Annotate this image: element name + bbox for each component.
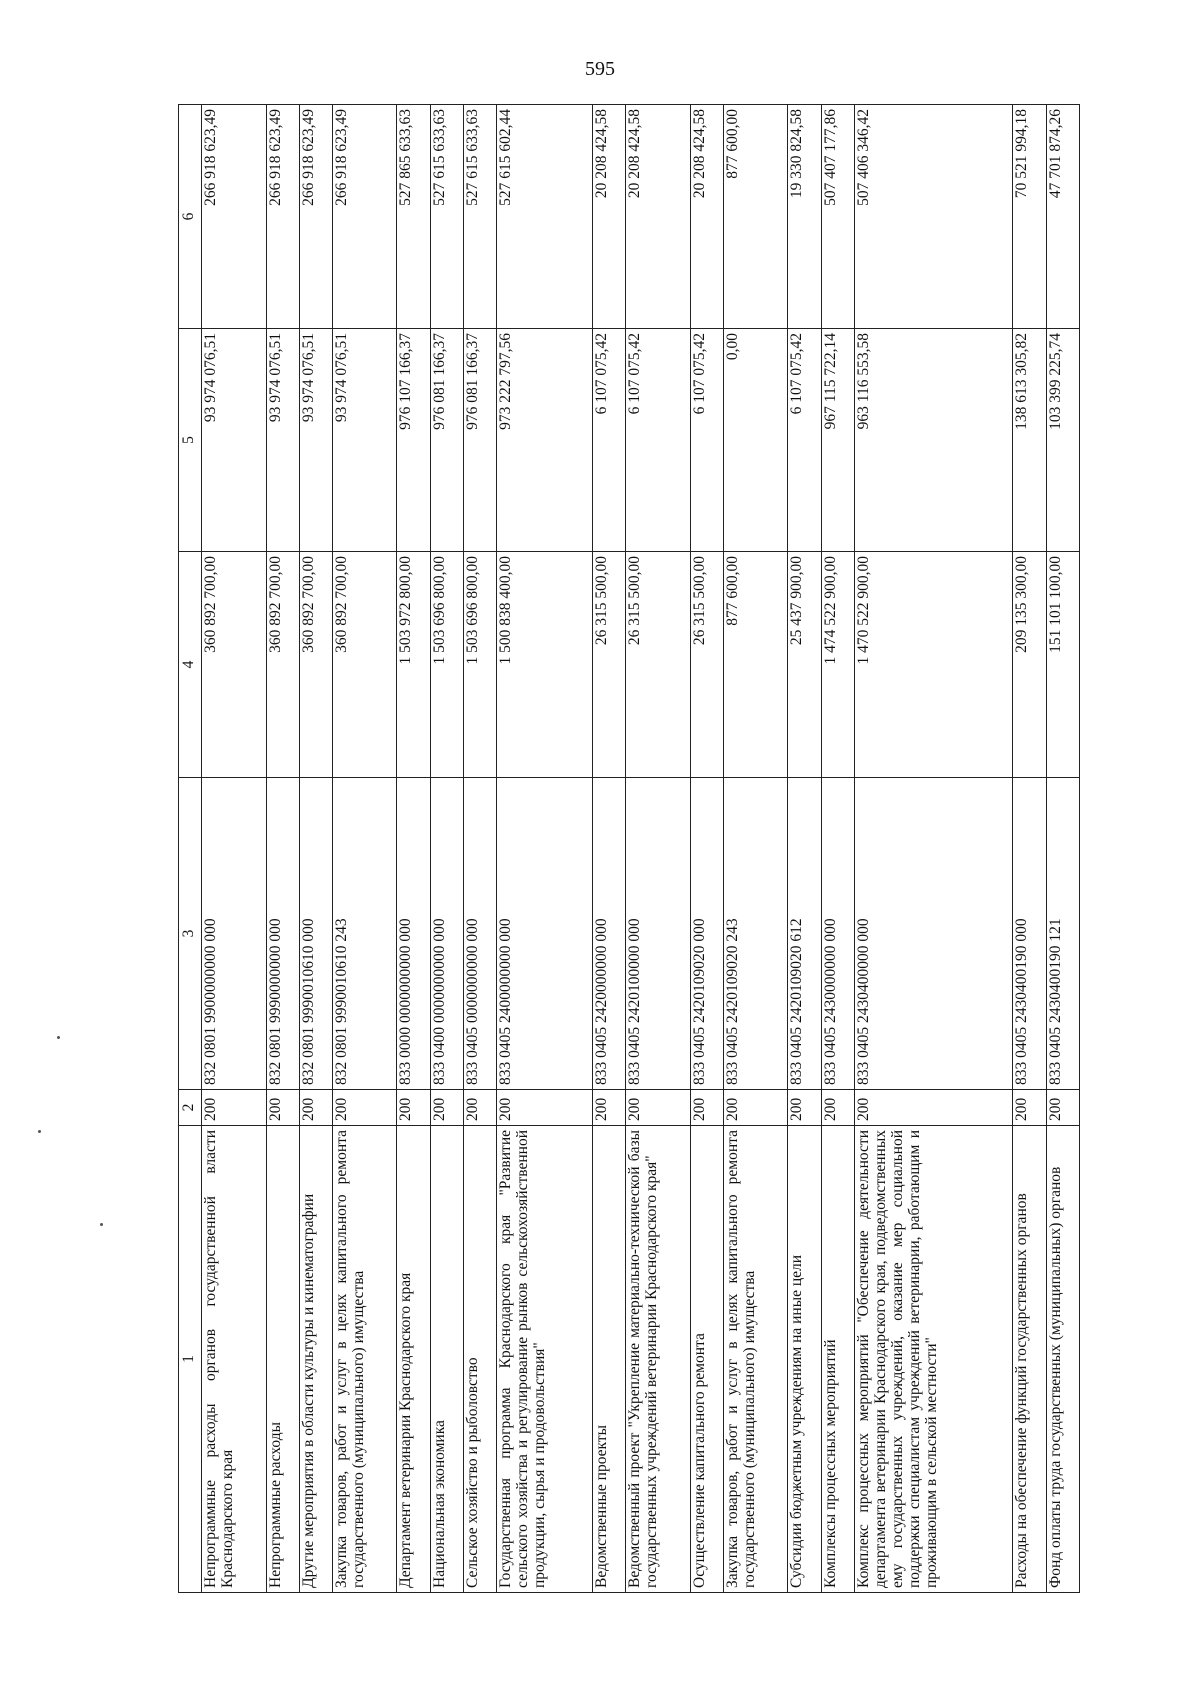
row-section: 200 — [299, 1090, 332, 1126]
row-section: 200 — [690, 1090, 723, 1126]
table-row — [626, 105, 691, 1593]
row-name: Сельское хозяйство и рыболовство — [463, 1126, 496, 1593]
row-name: Непрограммные расходы — [266, 1126, 299, 1593]
row-col5: 976 081 166,37 — [463, 329, 496, 552]
row-name: Ведомственные проекты — [592, 1126, 625, 1593]
row-col6: 527 615 633,63 — [430, 105, 463, 329]
row-col4: 360 892 700,00 — [332, 552, 397, 778]
row-section: 200 — [626, 1090, 691, 1126]
table-row — [497, 105, 593, 1593]
row-col6: 507 407 177,86 — [821, 105, 854, 329]
row-col4: 877 600,00 — [723, 552, 788, 778]
table-row — [430, 105, 463, 1593]
table-row — [332, 105, 397, 1593]
row-name: Закупка товаров, работ и услуг в целях капитального ремонта государственного (муниципального) имущества — [723, 1126, 788, 1593]
row-col5: 6 107 075,42 — [788, 329, 821, 552]
table-row — [1013, 105, 1046, 1593]
row-col4: 151 101 100,00 — [1046, 552, 1079, 778]
row-name: Государственная программа Краснодарского края "Развитие сельского хозяйства и регулирование рынков сельскохозяйственной продукции, сырья и продовольствия" — [497, 1126, 593, 1593]
row-name: Субсидии бюджетным учреждениям на иные цели — [788, 1126, 821, 1593]
row-name: Осуществление капитального ремонта — [690, 1126, 723, 1593]
row-code: 833 0405 2430400000 000 — [854, 778, 1013, 1090]
row-section: 200 — [723, 1090, 788, 1126]
column-header-6: 6 — [179, 105, 202, 329]
row-code: 833 0405 2400000000 000 — [497, 778, 593, 1090]
row-col6: 527 865 633,63 — [397, 105, 430, 329]
column-header-1: 1 — [179, 1126, 202, 1593]
row-section: 200 — [266, 1090, 299, 1126]
row-col4: 360 892 700,00 — [299, 552, 332, 778]
table-row — [266, 105, 299, 1593]
row-col5: 973 222 797,56 — [497, 329, 593, 552]
column-header-3: 3 — [179, 778, 202, 1090]
row-col4: 1 500 838 400,00 — [497, 552, 593, 778]
table-row — [397, 105, 430, 1593]
row-col4: 1 503 972 800,00 — [397, 552, 430, 778]
row-name: Фонд оплаты труда государственных (муниципальных) органов — [1046, 1126, 1079, 1593]
row-code: 833 0405 2430400190 000 — [1013, 778, 1046, 1090]
row-code: 833 0405 0000000000 000 — [463, 778, 496, 1090]
row-section: 200 — [430, 1090, 463, 1126]
row-col5: 976 081 166,37 — [430, 329, 463, 552]
table-row — [299, 105, 332, 1593]
row-col4: 25 437 900,00 — [788, 552, 821, 778]
scan-speck — [38, 1130, 41, 1133]
row-name: Закупка товаров, работ и услуг в целях капитального ремонта государственного (муниципального) имущества — [332, 1126, 397, 1593]
row-section: 200 — [592, 1090, 625, 1126]
row-col6: 527 615 633,63 — [463, 105, 496, 329]
row-name: Ведомственный проект "Укрепление материально-технической базы государственных учреждений ветеринарии Краснодарского края" — [626, 1126, 691, 1593]
row-code: 832 0801 9990010610 000 — [299, 778, 332, 1090]
row-col5: 6 107 075,42 — [592, 329, 625, 552]
row-col6: 20 208 424,58 — [626, 105, 691, 329]
page-number: 595 — [585, 58, 615, 80]
row-col6: 266 918 623,49 — [299, 105, 332, 329]
row-col4: 1 474 522 900,00 — [821, 552, 854, 778]
row-col5: 138 613 305,82 — [1013, 329, 1046, 552]
row-name: Национальная экономика — [430, 1126, 463, 1593]
row-col5: 6 107 075,42 — [626, 329, 691, 552]
row-col5: 967 115 722,14 — [821, 329, 854, 552]
row-col4: 360 892 700,00 — [266, 552, 299, 778]
row-section: 200 — [202, 1090, 267, 1126]
row-section: 200 — [821, 1090, 854, 1126]
row-name: Комплекс процессных мероприятий "Обеспечение деятельности департамента ветеринарии Краснодарского края, подведомственных ему государственных учреждений, оказание мер социальной поддержки специалистам учреждений ветеринарии, работающим и проживающим в сельской местности" — [854, 1126, 1013, 1593]
table-row — [788, 105, 821, 1593]
row-col5: 976 107 166,37 — [397, 329, 430, 552]
row-section: 200 — [497, 1090, 593, 1126]
scan-speck — [100, 1223, 103, 1226]
row-col6: 266 918 623,49 — [332, 105, 397, 329]
row-section: 200 — [463, 1090, 496, 1126]
row-name: Непрограммные расходы органов государственной власти Краснодарского края — [202, 1126, 267, 1593]
row-col5: 93 974 076,51 — [299, 329, 332, 552]
row-col6: 20 208 424,58 — [592, 105, 625, 329]
row-col4: 26 315 500,00 — [626, 552, 691, 778]
row-section: 200 — [1013, 1090, 1046, 1126]
table-row — [463, 105, 496, 1593]
row-code: 833 0405 2430000000 000 — [821, 778, 854, 1090]
row-col5: 0,00 — [723, 329, 788, 552]
column-header-4: 4 — [179, 552, 202, 778]
row-section: 200 — [332, 1090, 397, 1126]
table-row — [592, 105, 625, 1593]
row-code: 833 0405 2420100000 000 — [626, 778, 691, 1090]
row-col5: 93 974 076,51 — [332, 329, 397, 552]
row-section: 200 — [788, 1090, 821, 1126]
row-col4: 1 470 522 900,00 — [854, 552, 1013, 778]
row-col4: 26 315 500,00 — [592, 552, 625, 778]
row-col4: 360 892 700,00 — [202, 552, 267, 778]
row-col4: 1 503 696 800,00 — [463, 552, 496, 778]
row-col5: 6 107 075,42 — [690, 329, 723, 552]
row-col6: 266 918 623,49 — [266, 105, 299, 329]
row-col6: 20 208 424,58 — [690, 105, 723, 329]
row-code: 833 0405 2420109020 612 — [788, 778, 821, 1090]
row-code: 833 0405 2420000000 000 — [592, 778, 625, 1090]
row-col4: 209 135 300,00 — [1013, 552, 1046, 778]
row-col5: 93 974 076,51 — [266, 329, 299, 552]
budget-table-rotated — [178, 105, 1080, 1593]
row-section: 200 — [1046, 1090, 1079, 1126]
row-name: Другие мероприятия в области культуры и кинематографии — [299, 1126, 332, 1593]
row-code: 832 0801 9990010610 243 — [332, 778, 397, 1090]
budget-table — [178, 104, 1080, 1593]
row-col5: 93 974 076,51 — [202, 329, 267, 552]
row-col6: 19 330 824,58 — [788, 105, 821, 329]
row-name: Комплексы процессных мероприятий — [821, 1126, 854, 1593]
row-section: 200 — [397, 1090, 430, 1126]
row-name: Расходы на обеспечение функций государственных органов — [1013, 1126, 1046, 1593]
row-section: 200 — [854, 1090, 1013, 1126]
row-code: 832 0801 9900000000 000 — [202, 778, 267, 1090]
row-col6: 266 918 623,49 — [202, 105, 267, 329]
table-row — [1046, 105, 1079, 1593]
table-header-row — [179, 105, 202, 1593]
row-col4: 26 315 500,00 — [690, 552, 723, 778]
row-col5: 103 399 225,74 — [1046, 329, 1079, 552]
row-code: 833 0400 0000000000 000 — [430, 778, 463, 1090]
table-row — [690, 105, 723, 1593]
row-code: 833 0405 2420109020 243 — [723, 778, 788, 1090]
table-row — [821, 105, 854, 1593]
row-code: 832 0801 9990000000 000 — [266, 778, 299, 1090]
table-row — [723, 105, 788, 1593]
row-name: Департамент ветеринарии Краснодарского края — [397, 1126, 430, 1593]
column-header-2: 2 — [179, 1090, 202, 1126]
row-col4: 1 503 696 800,00 — [430, 552, 463, 778]
table-row — [854, 105, 1013, 1593]
row-col6: 507 406 346,42 — [854, 105, 1013, 329]
row-col6: 527 615 602,44 — [497, 105, 593, 329]
column-header-5: 5 — [179, 329, 202, 552]
row-code: 833 0000 0000000000 000 — [397, 778, 430, 1090]
row-col6: 47 701 874,26 — [1046, 105, 1079, 329]
row-code: 833 0405 2430400190 121 — [1046, 778, 1079, 1090]
scan-speck — [57, 1036, 60, 1039]
row-col5: 963 116 553,58 — [854, 329, 1013, 552]
row-col6: 877 600,00 — [723, 105, 788, 329]
table-row — [202, 105, 267, 1593]
row-col6: 70 521 994,18 — [1013, 105, 1046, 329]
row-code: 833 0405 2420109020 000 — [690, 778, 723, 1090]
